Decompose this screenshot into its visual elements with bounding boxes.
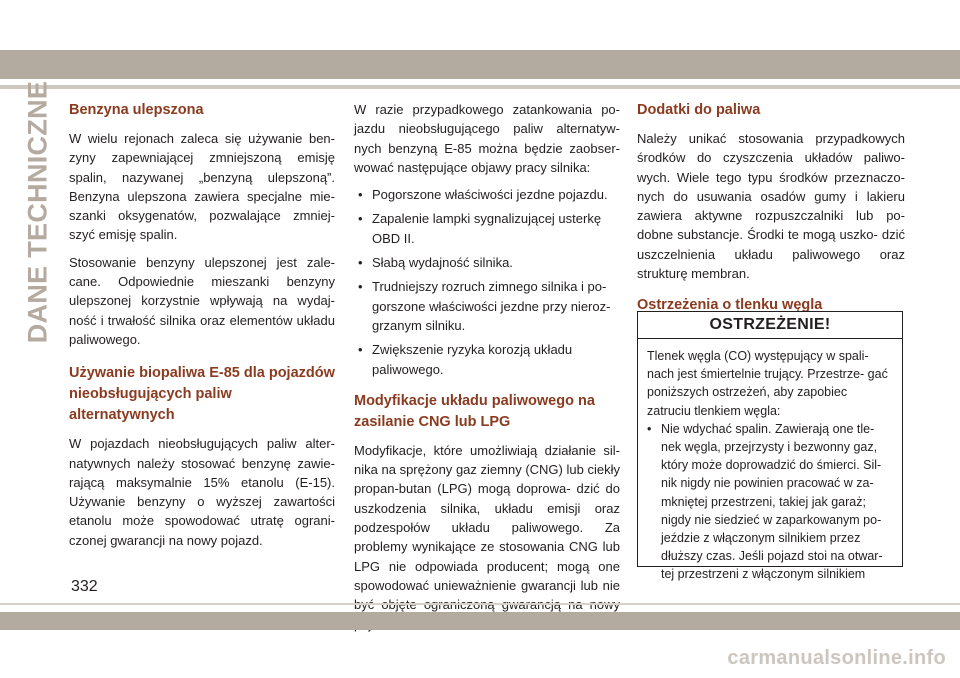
list-item: • Trudniejszy rozruch zimnego silnika i po- gorszone właściwości jezdne przy nieroz- grzanym silniku. bbox=[354, 277, 620, 335]
warning-paragraph: Tlenek węgla (CO) występujący w spali- nach jest śmiertelnie trujący. Przestrze- gać poniższych ostrzeżeń, aby zapobiec zatruciu tlenkiem węgla: bbox=[647, 349, 888, 418]
heading-tlenek-wegla: Ostrzeżenia o tlenku węgla bbox=[637, 297, 823, 314]
page-number: 332 bbox=[71, 578, 98, 595]
column-left bbox=[69, 100, 335, 558]
heading-dodatki-do-paliwa: Dodatki do paliwa bbox=[637, 102, 761, 118]
paragraph: Należy unikać stosowania przypadkowych środków do czyszczenia układów paliwo- wych. Wiele tego typu środków przeznaczo- nych do usuwania osadów gumy i lakieru zawiera aktywne rozpuszczalniki lub po- dobne substancje. Środki te mogą uszko- dzić uszczelnienia układu paliwowego oraz strukturę membran. bbox=[637, 131, 905, 282]
paragraph: Modyfikacje, które umożliwiają działanie sil- nika na sprężony gaz ziemny (CNG) lub ciekły propan-butan (LPG) mogą doprowa- dzić do uszkodzenia silnika, układu emisji oraz podzespołów układu paliwowego. Za problemy wynikające ze stosowania CNG lub LPG nie odpowiada producent; mogą one spowodować unieważnienie gwarancji lub nie bbox=[354, 442, 620, 593]
warning-body bbox=[638, 339, 902, 584]
list-item: • Słabą wydajność silnika. bbox=[354, 253, 620, 272]
list-item: • Zwiększenie ryzyka korozją układu paliwowego. bbox=[354, 340, 620, 379]
section-side-tab bbox=[22, 80, 54, 344]
warning-list-item: • Nie wdychać spalin. Zawierają one tle- nek węgla, przejrzysty i bezwonny gaz, który może doprowadzić do śmierci. Sil- nik nigdy nie powinien pracować w za- mkniętej przestrzeni, takiej jak garaż; nigdy nie siedzieć w zaparkowanym po- jeździe z włączonym silnikiem przez dłuższy czas. Jeśli pojazd stoi na otwar- tej przestrzeni z włączonym silnikiem bbox=[647, 420, 893, 584]
heading-biopaliwo-e85: Używanie biopaliwa E-85 dla pojazdów nieobsługujących paliw alternatywnych bbox=[69, 365, 335, 424]
list-item: • Pogorszone właściwości jezdne pojazdu. bbox=[354, 185, 620, 204]
paragraph: Stosowanie benzyny ulepszonej jest zale- cane. Odpowiednie mieszanki benzyny ulepszonej korzystnie wpływają na wydaj- ność i trwałość silnika oraz elementów układu paliwowego. bbox=[69, 254, 335, 347]
warning-list bbox=[647, 420, 893, 584]
header-band bbox=[0, 50, 960, 79]
heading-cng-lpg: Modyfikacje układu paliwowego na zasilanie CNG lub LPG bbox=[354, 392, 595, 430]
column-right bbox=[637, 100, 905, 324]
section-side-tab-label: DANE TECHNICZNE bbox=[22, 80, 53, 344]
paragraph: W razie przypadkowego zatankowania po- jazdu nieobsługującego paliw alternatyw- nych benzyną E-85 można będzie zaobser- wować następujące objawy pracy silnika: bbox=[354, 102, 620, 175]
symptom-list bbox=[354, 185, 620, 379]
footer-band bbox=[0, 612, 960, 630]
header-rule bbox=[0, 85, 960, 89]
warning-title: OSTRZEŻENIE! bbox=[638, 312, 902, 339]
watermark: carmanualsonline.info bbox=[727, 647, 946, 669]
paragraph: W wielu rejonach zaleca się używanie ben- zyny zapewniającej zmniejszoną emisję spalin, nazywanej „benzyną ulepszoną”. Benzyna ulepszona zawiera specjalne mie- szanki oksygenatów, pozwalające zmniej- szyć emisję spalin. bbox=[69, 131, 335, 243]
list-item: • Zapalenie lampki sygnalizującej usterkę OBD II. bbox=[354, 209, 620, 248]
warning-box bbox=[637, 311, 903, 582]
heading-benzyna-ulepszona: Benzyna ulepszona bbox=[69, 102, 204, 118]
column-middle bbox=[354, 100, 620, 642]
paragraph: W pojazdach nieobsługujących paliw alter- natywnych należy stosować benzynę zawie- rającą maksymalnie 15% etanolu (E-15). Używanie benzyny o wyższej zawartości etanolu może spowodować utratę ograni- czonej gwarancji na nowy pojazd. bbox=[69, 436, 335, 548]
footer-rule bbox=[0, 603, 960, 605]
